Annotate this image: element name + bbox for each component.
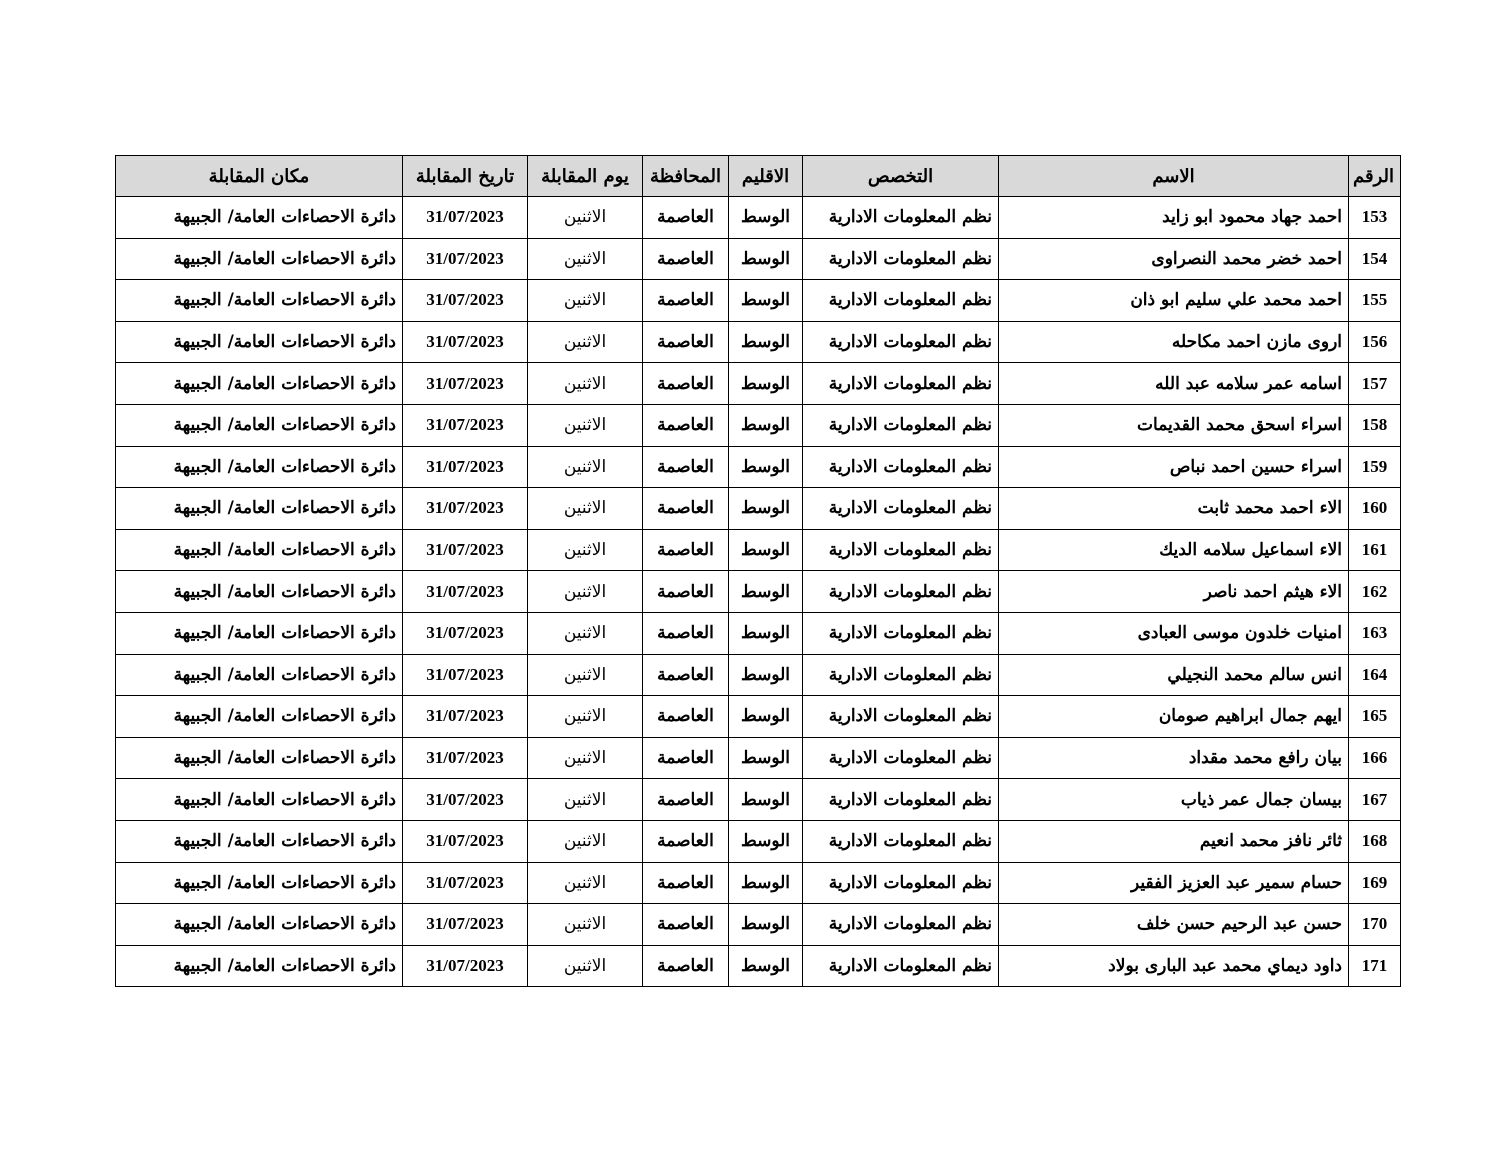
cell-date: 31/07/2023: [403, 280, 528, 322]
cell-date: 31/07/2023: [403, 820, 528, 862]
cell-place: دائرة الاحصاءات العامة/ الجبيهة: [116, 696, 403, 738]
cell-governorate: العاصمة: [643, 321, 729, 363]
cell-name: الاء احمد محمد ثابت: [999, 488, 1349, 530]
cell-region: الوسط: [729, 696, 803, 738]
header-date: تاريخ المقابلة: [403, 156, 528, 197]
cell-specialization: نظم المعلومات الادارية: [803, 862, 999, 904]
table-row: [116, 612, 1401, 654]
cell-place: دائرة الاحصاءات العامة/ الجبيهة: [116, 321, 403, 363]
cell-num: 155: [1349, 280, 1401, 322]
cell-region: الوسط: [729, 446, 803, 488]
cell-governorate: العاصمة: [643, 779, 729, 821]
cell-specialization: نظم المعلومات الادارية: [803, 197, 999, 239]
cell-region: الوسط: [729, 321, 803, 363]
cell-governorate: العاصمة: [643, 363, 729, 405]
cell-num: 163: [1349, 612, 1401, 654]
cell-specialization: نظم المعلومات الادارية: [803, 363, 999, 405]
cell-region: الوسط: [729, 238, 803, 280]
cell-governorate: العاصمة: [643, 945, 729, 987]
table-row: [116, 862, 1401, 904]
cell-name: احمد محمد علي سليم ابو ذان: [999, 280, 1349, 322]
cell-governorate: العاصمة: [643, 238, 729, 280]
cell-specialization: نظم المعلومات الادارية: [803, 612, 999, 654]
cell-name: اسراء حسين احمد نباص: [999, 446, 1349, 488]
cell-name: حسام سمير عبد العزيز الفقير: [999, 862, 1349, 904]
cell-date: 31/07/2023: [403, 488, 528, 530]
cell-region: الوسط: [729, 904, 803, 946]
cell-region: الوسط: [729, 654, 803, 696]
cell-name: الاء هيثم احمد ناصر: [999, 571, 1349, 613]
cell-name: ايهم جمال ابراهيم صومان: [999, 696, 1349, 738]
cell-day: الاثنين: [528, 696, 643, 738]
cell-region: الوسط: [729, 404, 803, 446]
cell-place: دائرة الاحصاءات العامة/ الجبيهة: [116, 529, 403, 571]
cell-region: الوسط: [729, 529, 803, 571]
cell-place: دائرة الاحصاءات العامة/ الجبيهة: [116, 862, 403, 904]
cell-date: 31/07/2023: [403, 404, 528, 446]
cell-day: الاثنين: [528, 945, 643, 987]
cell-specialization: نظم المعلومات الادارية: [803, 779, 999, 821]
cell-date: 31/07/2023: [403, 612, 528, 654]
header-region: الاقليم: [729, 156, 803, 197]
cell-specialization: نظم المعلومات الادارية: [803, 654, 999, 696]
cell-specialization: نظم المعلومات الادارية: [803, 280, 999, 322]
cell-date: 31/07/2023: [403, 571, 528, 613]
cell-region: الوسط: [729, 737, 803, 779]
cell-day: الاثنين: [528, 238, 643, 280]
cell-specialization: نظم المعلومات الادارية: [803, 529, 999, 571]
cell-governorate: العاصمة: [643, 488, 729, 530]
cell-num: 166: [1349, 737, 1401, 779]
cell-region: الوسط: [729, 862, 803, 904]
cell-specialization: نظم المعلومات الادارية: [803, 820, 999, 862]
cell-name: احمد خضر محمد النصراوى: [999, 238, 1349, 280]
cell-num: 160: [1349, 488, 1401, 530]
table-row: [116, 404, 1401, 446]
cell-day: الاثنين: [528, 904, 643, 946]
cell-day: الاثنين: [528, 363, 643, 405]
cell-date: 31/07/2023: [403, 363, 528, 405]
cell-governorate: العاصمة: [643, 862, 729, 904]
table-row: [116, 820, 1401, 862]
cell-date: 31/07/2023: [403, 321, 528, 363]
cell-name: ثائر نافز محمد انعيم: [999, 820, 1349, 862]
header-day: يوم المقابلة: [528, 156, 643, 197]
cell-governorate: العاصمة: [643, 197, 729, 239]
table-row: [116, 779, 1401, 821]
cell-place: دائرة الاحصاءات العامة/ الجبيهة: [116, 197, 403, 239]
cell-day: الاثنين: [528, 862, 643, 904]
cell-name: امنيات خلدون موسى العبادى: [999, 612, 1349, 654]
cell-specialization: نظم المعلومات الادارية: [803, 238, 999, 280]
cell-region: الوسط: [729, 197, 803, 239]
cell-name: حسن عبد الرحيم حسن خلف: [999, 904, 1349, 946]
cell-governorate: العاصمة: [643, 696, 729, 738]
cell-day: الاثنين: [528, 571, 643, 613]
cell-place: دائرة الاحصاءات العامة/ الجبيهة: [116, 488, 403, 530]
header-name: الاسم: [999, 156, 1349, 197]
cell-day: الاثنين: [528, 529, 643, 571]
table-row: [116, 654, 1401, 696]
cell-num: 170: [1349, 904, 1401, 946]
cell-date: 31/07/2023: [403, 945, 528, 987]
cell-place: دائرة الاحصاءات العامة/ الجبيهة: [116, 363, 403, 405]
table-row: [116, 488, 1401, 530]
cell-date: 31/07/2023: [403, 862, 528, 904]
cell-region: الوسط: [729, 945, 803, 987]
table-row: [116, 321, 1401, 363]
cell-num: 169: [1349, 862, 1401, 904]
cell-place: دائرة الاحصاءات العامة/ الجبيهة: [116, 404, 403, 446]
cell-date: 31/07/2023: [403, 197, 528, 239]
cell-governorate: العاصمة: [643, 571, 729, 613]
table-row: [116, 280, 1401, 322]
header-num: الرقم: [1349, 156, 1401, 197]
cell-name: بيسان جمال عمر ذياب: [999, 779, 1349, 821]
cell-governorate: العاصمة: [643, 904, 729, 946]
cell-region: الوسط: [729, 779, 803, 821]
header-specialization: التخصص: [803, 156, 999, 197]
table-row: [116, 529, 1401, 571]
cell-place: دائرة الاحصاءات العامة/ الجبيهة: [116, 238, 403, 280]
cell-day: الاثنين: [528, 654, 643, 696]
cell-num: 157: [1349, 363, 1401, 405]
cell-num: 162: [1349, 571, 1401, 613]
cell-specialization: نظم المعلومات الادارية: [803, 446, 999, 488]
cell-num: 159: [1349, 446, 1401, 488]
cell-place: دائرة الاحصاءات العامة/ الجبيهة: [116, 904, 403, 946]
cell-date: 31/07/2023: [403, 446, 528, 488]
cell-name: اسامه عمر سلامه عبد الله: [999, 363, 1349, 405]
cell-place: دائرة الاحصاءات العامة/ الجبيهة: [116, 654, 403, 696]
cell-day: الاثنين: [528, 820, 643, 862]
cell-day: الاثنين: [528, 612, 643, 654]
cell-num: 168: [1349, 820, 1401, 862]
table-row: [116, 571, 1401, 613]
cell-num: 164: [1349, 654, 1401, 696]
table-row: [116, 904, 1401, 946]
cell-date: 31/07/2023: [403, 737, 528, 779]
cell-day: الاثنين: [528, 404, 643, 446]
cell-specialization: نظم المعلومات الادارية: [803, 321, 999, 363]
cell-num: 156: [1349, 321, 1401, 363]
table-row: [116, 238, 1401, 280]
cell-specialization: نظم المعلومات الادارية: [803, 904, 999, 946]
cell-specialization: نظم المعلومات الادارية: [803, 945, 999, 987]
cell-governorate: العاصمة: [643, 654, 729, 696]
cell-day: الاثنين: [528, 737, 643, 779]
cell-day: الاثنين: [528, 488, 643, 530]
cell-governorate: العاصمة: [643, 529, 729, 571]
header-row: [116, 156, 1401, 197]
cell-specialization: نظم المعلومات الادارية: [803, 404, 999, 446]
cell-date: 31/07/2023: [403, 238, 528, 280]
cell-date: 31/07/2023: [403, 904, 528, 946]
cell-specialization: نظم المعلومات الادارية: [803, 488, 999, 530]
cell-num: 165: [1349, 696, 1401, 738]
table-body: [116, 197, 1401, 987]
cell-date: 31/07/2023: [403, 529, 528, 571]
cell-date: 31/07/2023: [403, 779, 528, 821]
cell-specialization: نظم المعلومات الادارية: [803, 737, 999, 779]
cell-specialization: نظم المعلومات الادارية: [803, 696, 999, 738]
cell-day: الاثنين: [528, 280, 643, 322]
cell-governorate: العاصمة: [643, 612, 729, 654]
cell-name: اسراء اسحق محمد القديمات: [999, 404, 1349, 446]
cell-name: احمد جهاد محمود ابو زايد: [999, 197, 1349, 239]
cell-num: 167: [1349, 779, 1401, 821]
cell-governorate: العاصمة: [643, 820, 729, 862]
table-row: [116, 363, 1401, 405]
cell-governorate: العاصمة: [643, 446, 729, 488]
cell-date: 31/07/2023: [403, 654, 528, 696]
header-governorate: المحافظة: [643, 156, 729, 197]
cell-name: داود ديماي محمد عبد البارى بولاد: [999, 945, 1349, 987]
header-place: مكان المقابلة: [116, 156, 403, 197]
table-row: [116, 737, 1401, 779]
cell-name: انس سالم محمد النجيلي: [999, 654, 1349, 696]
table-row: [116, 446, 1401, 488]
cell-num: 161: [1349, 529, 1401, 571]
cell-region: الوسط: [729, 612, 803, 654]
cell-region: الوسط: [729, 488, 803, 530]
cell-region: الوسط: [729, 571, 803, 613]
cell-place: دائرة الاحصاءات العامة/ الجبيهة: [116, 446, 403, 488]
cell-region: الوسط: [729, 280, 803, 322]
cell-name: اروى مازن احمد مكاحله: [999, 321, 1349, 363]
cell-place: دائرة الاحصاءات العامة/ الجبيهة: [116, 737, 403, 779]
cell-day: الاثنين: [528, 197, 643, 239]
cell-place: دائرة الاحصاءات العامة/ الجبيهة: [116, 945, 403, 987]
cell-day: الاثنين: [528, 321, 643, 363]
cell-governorate: العاصمة: [643, 280, 729, 322]
cell-region: الوسط: [729, 820, 803, 862]
cell-num: 154: [1349, 238, 1401, 280]
cell-name: بيان رافع محمد مقداد: [999, 737, 1349, 779]
cell-region: الوسط: [729, 363, 803, 405]
cell-day: الاثنين: [528, 779, 643, 821]
cell-num: 171: [1349, 945, 1401, 987]
interview-schedule-table: [115, 155, 1401, 987]
cell-specialization: نظم المعلومات الادارية: [803, 571, 999, 613]
cell-place: دائرة الاحصاءات العامة/ الجبيهة: [116, 779, 403, 821]
cell-governorate: العاصمة: [643, 737, 729, 779]
cell-date: 31/07/2023: [403, 696, 528, 738]
cell-place: دائرة الاحصاءات العامة/ الجبيهة: [116, 280, 403, 322]
cell-num: 158: [1349, 404, 1401, 446]
table-row: [116, 197, 1401, 239]
cell-place: دائرة الاحصاءات العامة/ الجبيهة: [116, 612, 403, 654]
table-row: [116, 945, 1401, 987]
cell-num: 153: [1349, 197, 1401, 239]
cell-day: الاثنين: [528, 446, 643, 488]
cell-place: دائرة الاحصاءات العامة/ الجبيهة: [116, 571, 403, 613]
cell-place: دائرة الاحصاءات العامة/ الجبيهة: [116, 820, 403, 862]
cell-governorate: العاصمة: [643, 404, 729, 446]
cell-name: الاء اسماعيل سلامه الديك: [999, 529, 1349, 571]
table-row: [116, 696, 1401, 738]
